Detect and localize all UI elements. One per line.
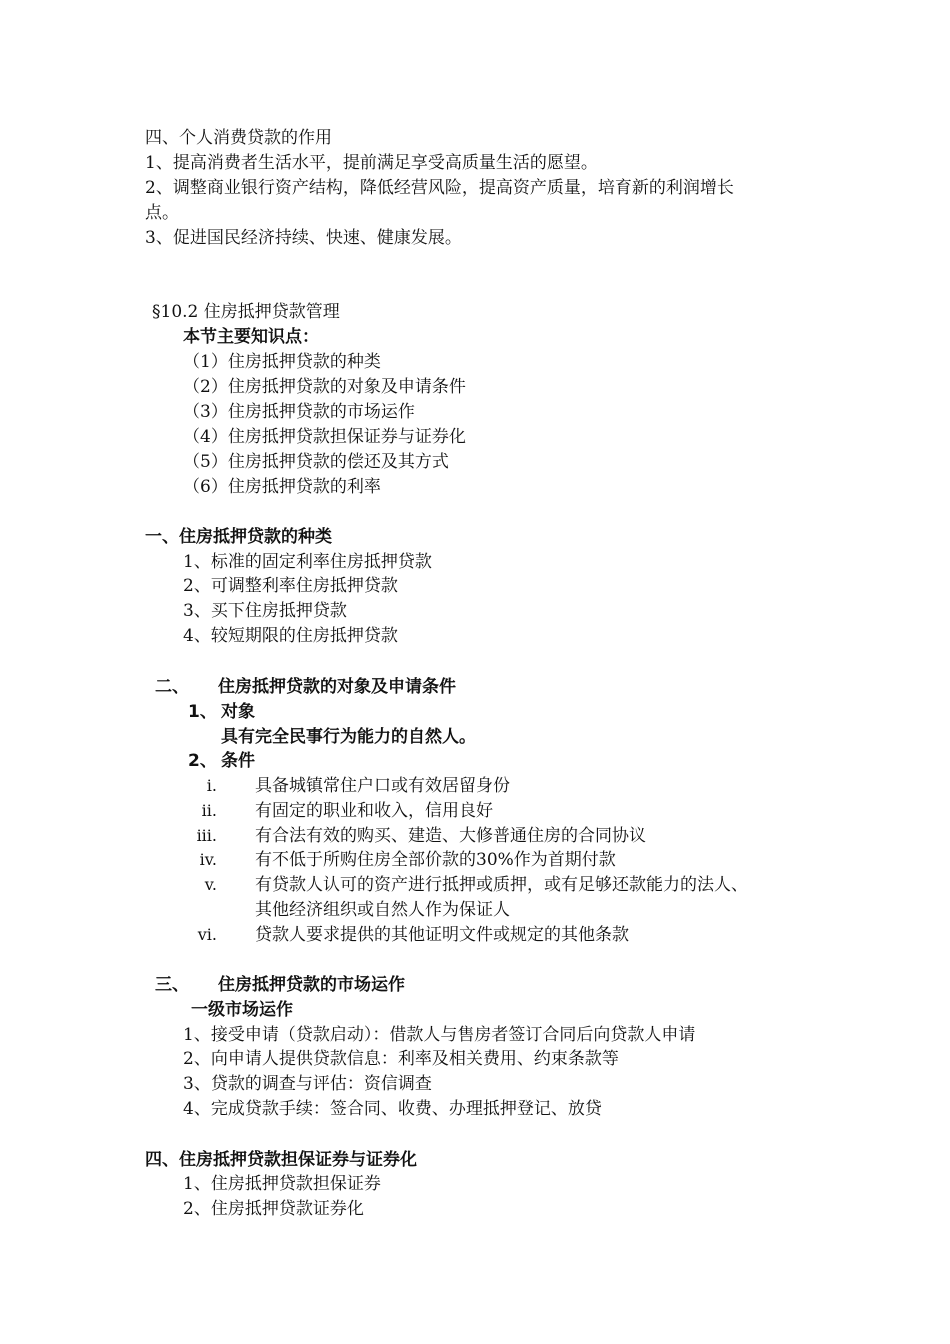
subsection-number: 2、 <box>188 751 217 771</box>
list-item: 1、接受申请（贷款启动）：借款人与售房者签订合同后向贷款人申请 <box>183 1025 696 1045</box>
list-item: 4、完成贷款手续：签合同、收费、办理抵押登记、放贷 <box>183 1099 602 1119</box>
subsection-number: 1、 <box>188 702 217 722</box>
subsection-title: 对象 <box>221 702 255 722</box>
condition-text: 有贷款人认可的资产进行抵押或质押，或有足够还款能力的法人、 <box>255 875 748 895</box>
condition-text: 有不低于所购住房全部价款的30%作为首期付款 <box>255 850 616 870</box>
list-item: 3、贷款的调查与评估：资信调查 <box>183 1074 432 1094</box>
condition-text: 有合法有效的购买、建造、大修普通住房的合同协议 <box>255 826 646 846</box>
part-number: 三、 <box>155 975 189 995</box>
key-point: （2）住房抵押贷款的对象及申请条件 <box>183 377 466 397</box>
list-item-continuation: 点。 <box>145 203 179 223</box>
list-item: 2、调整商业银行资产结构，降低经营风险，提高资产质量，培育新的利润增长 <box>145 178 734 198</box>
condition-number: iv. <box>199 850 217 869</box>
list-item: 2、向申请人提供贷款信息：利率及相关费用、约束条款等 <box>183 1049 619 1069</box>
list-item: 4、较短期限的住房抵押贷款 <box>183 626 398 646</box>
condition-number: i. <box>206 776 217 795</box>
part-number: 二、 <box>155 677 189 697</box>
condition-number: iii. <box>196 826 217 845</box>
chapter-heading: §10.2 住房抵押贷款管理 <box>152 302 340 322</box>
subsection-title: 条件 <box>221 751 255 771</box>
condition-number: vi. <box>197 925 217 944</box>
subsection-text: 具有完全民事行为能力的自然人。 <box>221 727 476 747</box>
condition-text: 贷款人要求提供的其他证明文件或规定的其他条款 <box>255 925 629 945</box>
key-point: （3）住房抵押贷款的市场运作 <box>183 402 415 422</box>
key-point: （1）住房抵押贷款的种类 <box>183 352 381 372</box>
list-item: 2、住房抵押贷款证券化 <box>183 1199 364 1219</box>
condition-text-continuation: 其他经济组织或自然人作为保证人 <box>255 900 510 920</box>
list-item: 1、标准的固定利率住房抵押贷款 <box>183 552 432 572</box>
section-heading: 四、个人消费贷款的作用 <box>145 128 332 148</box>
part-heading: 四、住房抵押贷款担保证券与证券化 <box>145 1150 417 1170</box>
part-heading: 住房抵押贷款的对象及申请条件 <box>218 677 456 697</box>
list-item: 3、买下住房抵押贷款 <box>183 601 347 621</box>
key-point: （4）住房抵押贷款担保证券与证券化 <box>183 427 466 447</box>
part-heading: 一、住房抵押贷款的种类 <box>145 527 332 547</box>
part-heading: 住房抵押贷款的市场运作 <box>218 975 405 995</box>
condition-number: ii. <box>201 801 217 820</box>
condition-text: 具备城镇常住户口或有效居留身份 <box>255 776 510 796</box>
key-point: （6）住房抵押贷款的利率 <box>183 477 381 497</box>
key-points-title: 本节主要知识点： <box>183 327 319 347</box>
condition-number: v. <box>204 875 217 894</box>
key-point: （5）住房抵押贷款的偿还及其方式 <box>183 452 449 472</box>
list-item: 3、促进国民经济持续、快速、健康发展。 <box>145 228 462 248</box>
list-item: 1、住房抵押贷款担保证券 <box>183 1174 381 1194</box>
list-item: 1、提高消费者生活水平，提前满足享受高质量生活的愿望。 <box>145 153 598 173</box>
condition-text: 有固定的职业和收入，信用良好 <box>255 801 493 821</box>
subsection-title: 一级市场运作 <box>191 1000 293 1020</box>
list-item: 2、可调整利率住房抵押贷款 <box>183 576 398 596</box>
